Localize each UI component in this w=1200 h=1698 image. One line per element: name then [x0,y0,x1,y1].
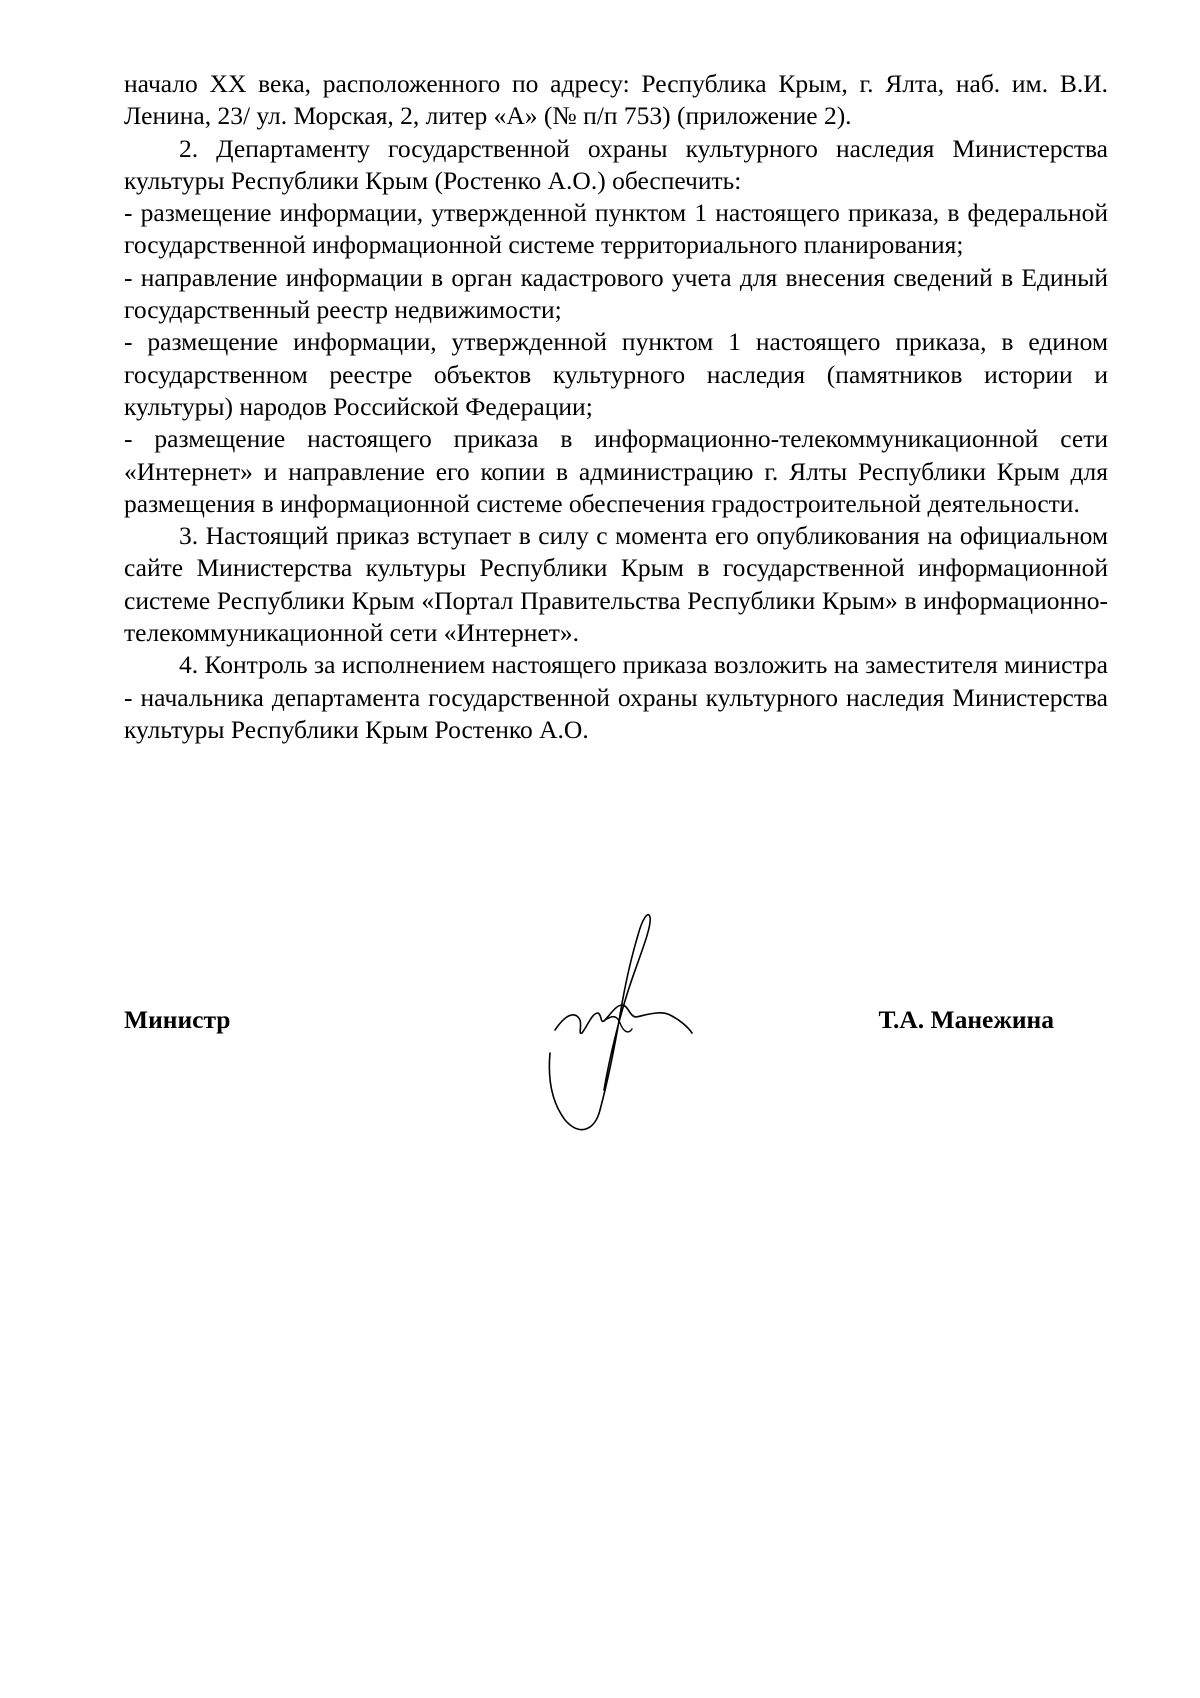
document-body [124,68,1108,746]
paragraph-bullet-3: - размещение информации, утвержденной пунктом 1 настоящего приказа, в едином государственном реестре объектов культурного наследия (памятников истории и культуры) народов Российской Федерации; [124,327,1108,421]
paragraph-address-continuation: начало XX века, расположенного по адресу: Республика Крым, г. Ялта, наб. им. В.И. Ленина, 23/ ул. Морская, 2, литер «А» (№ п/п 753) (приложение 2). [124,69,1108,131]
signatory-title: Министр [124,1005,231,1034]
paragraph-item-4: 4. Контроль за исполнением настоящего приказа возложить на заместителя министра - начальника департамента государственной охраны культурного наследия Министерства культуры Республики Крым Ростенко А.О. [124,650,1108,744]
handwritten-signature [520,905,700,1135]
paragraph-item-3: 3. Настоящий приказ вступает в силу с момента его опубликования на официальном сайте Министерства культуры Республики Крым в государственной информационной системе Республики Крым «Портал Правительства Республики Крым» в информационно-телекоммуникационной сети «Интернет». [124,521,1108,648]
paragraph-bullet-1: - размещение информации, утвержденной пунктом 1 настоящего приказа, в федеральной государственной информационной системе территориального планирования; [124,198,1108,260]
paragraph-item-2: 2. Департаменту государственной охраны культурного наследия Министерства культуры Республики Крым (Ростенко А.О.) обеспечить: [124,133,1108,195]
paragraph-bullet-4: - размещение настоящего приказа в информационно-телекоммуникационной сети «Интернет» и направление его копии в администрацию г. Ялты Республики Крым для размещения в информационной системе обеспечения градостроительной деятельности. [124,424,1108,518]
signatory-name: Т.А. Манежина [878,1005,1054,1034]
paragraph-bullet-2: - направление информации в орган кадастрового учета для внесения сведений в Единый государственный реестр недвижимости; [124,262,1108,325]
